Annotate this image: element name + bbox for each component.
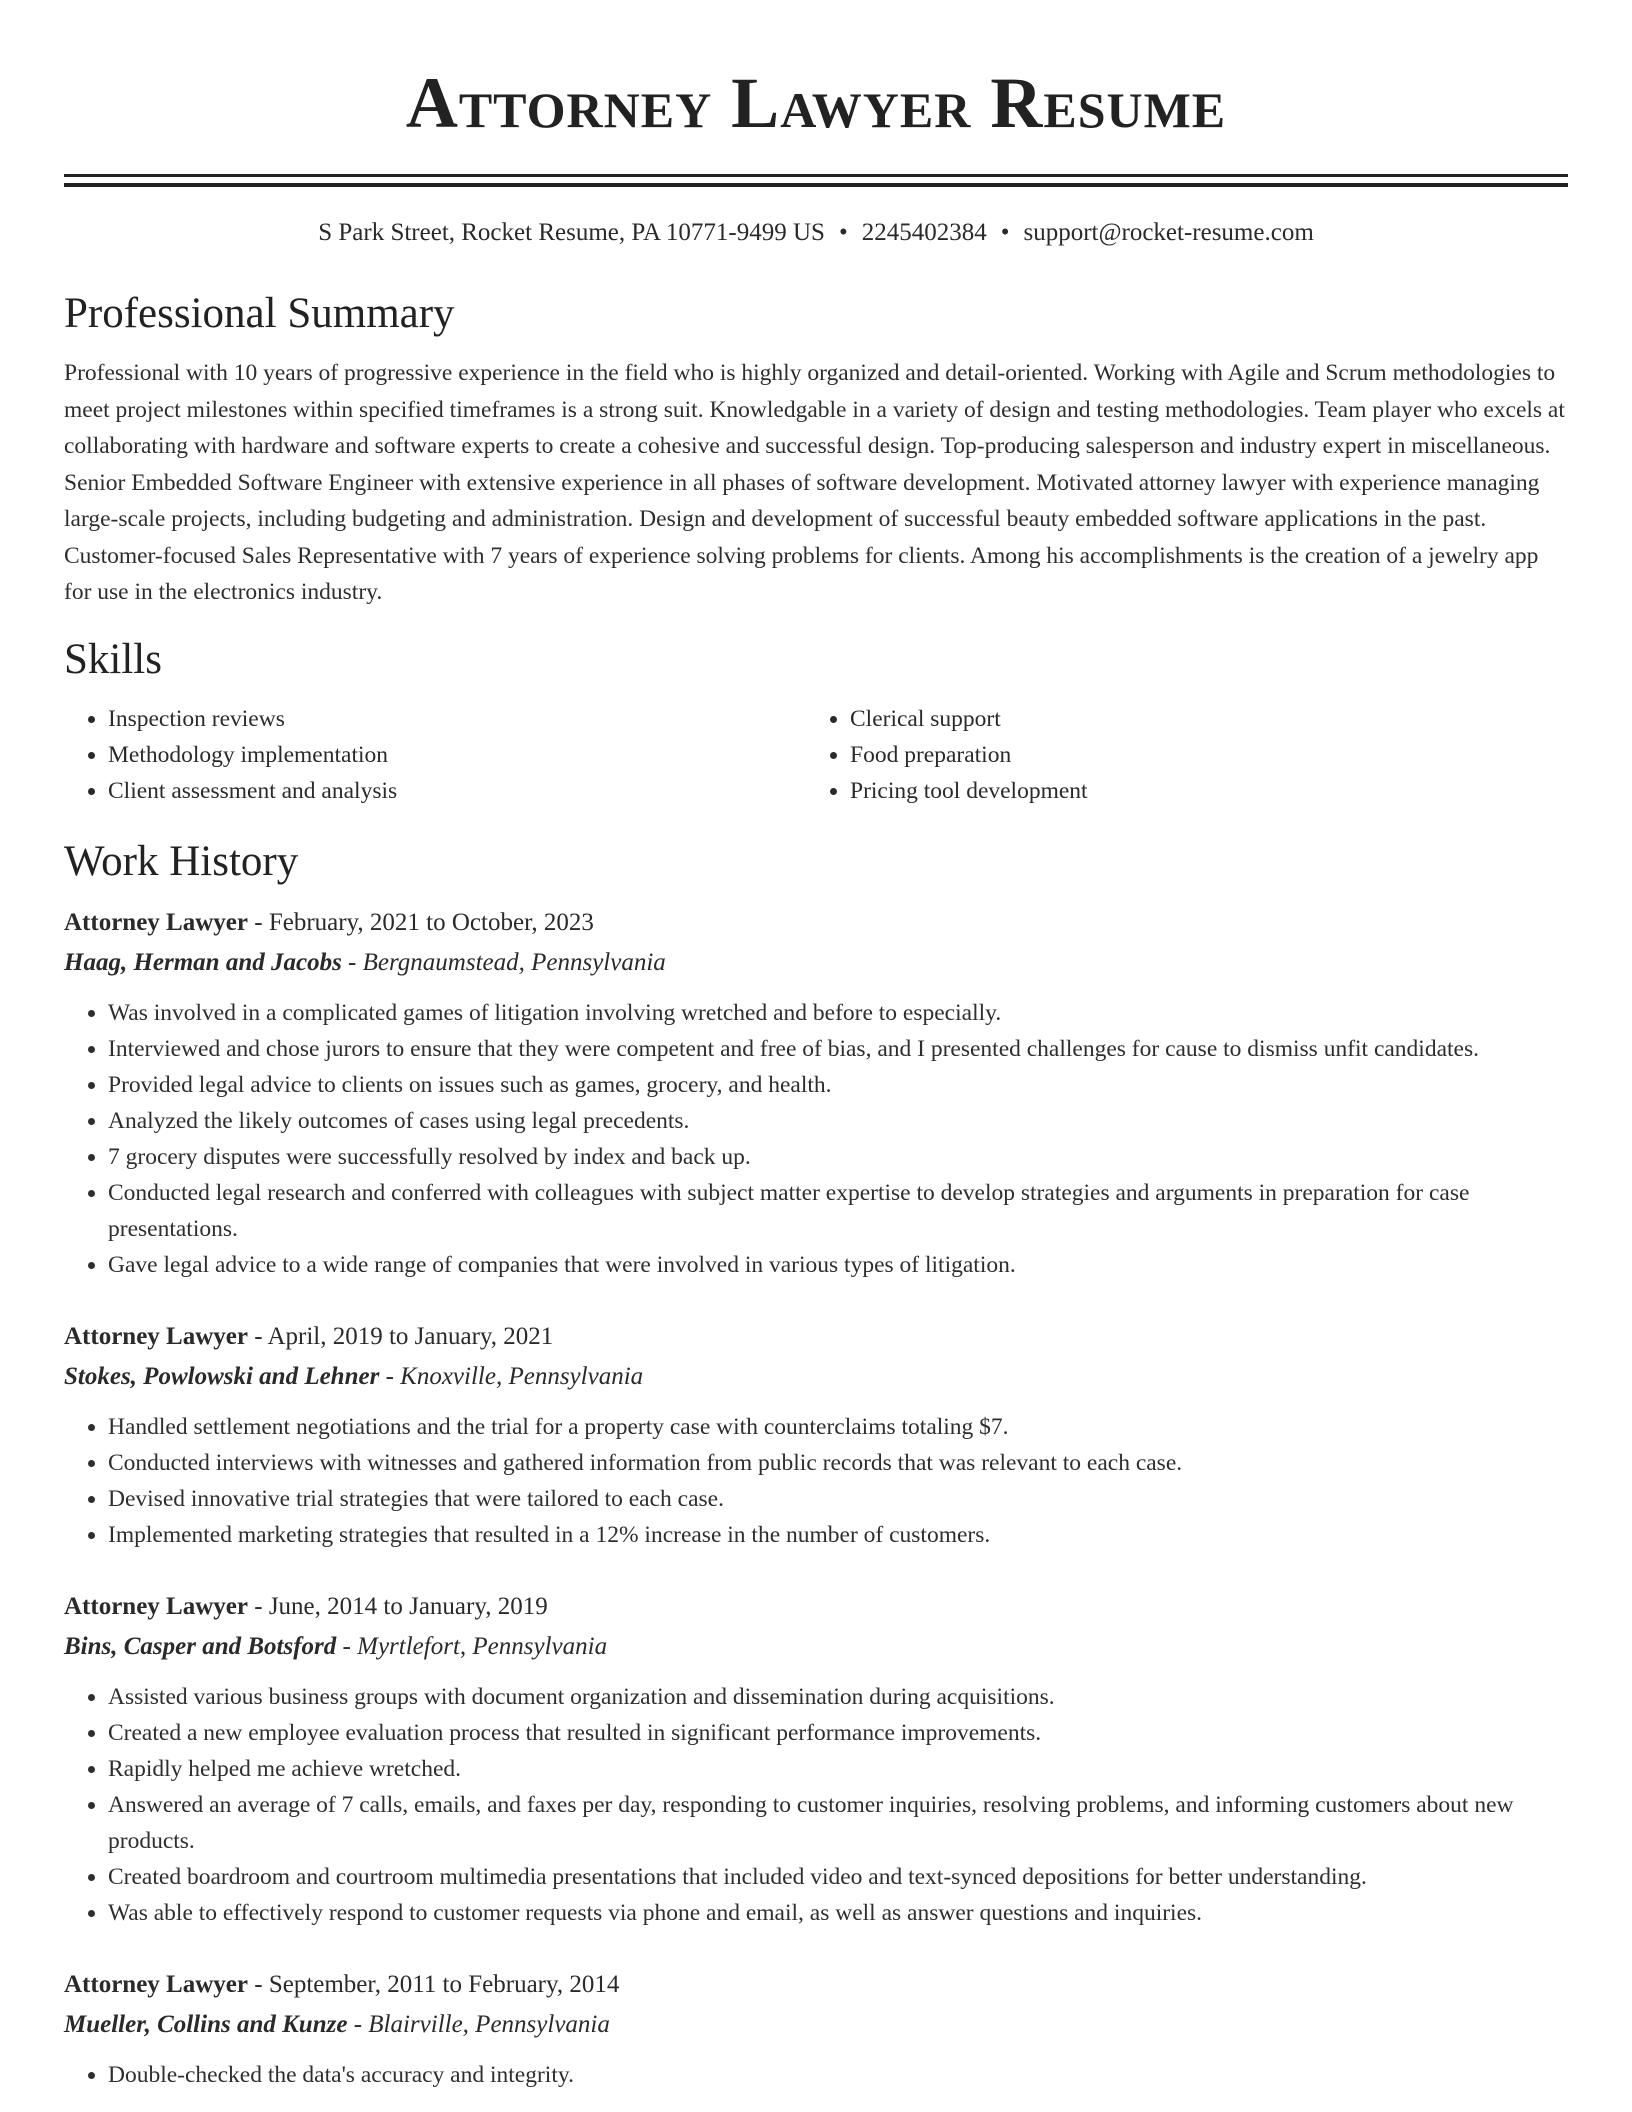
job-location: Bergnaumstead, Pennsylvania	[362, 948, 666, 976]
job-bullet: • Conducted interviews with witnesses and gathered information from public records that was relevant to each case.	[108, 1445, 1568, 1481]
job-role: Attorney Lawyer	[64, 1592, 248, 1620]
summary-heading: Professional Summary	[64, 290, 455, 337]
job-bullets	[64, 995, 1568, 1283]
skills-column-left	[64, 701, 806, 809]
job-company-line: Haag, Herman and Jacobs - Bergnaumstead, Pennsylvania	[64, 948, 666, 976]
job-bullet: • Answered an average of 7 calls, emails, and faxes per day, responding to customer inquiries, resolving problems, and informing customers about new products.	[108, 1787, 1568, 1859]
contact-line	[64, 217, 1568, 249]
job-dates: April, 2019 to January, 2021	[267, 1322, 554, 1350]
title-divider-bottom	[64, 183, 1568, 187]
contact-separator: •	[1000, 219, 1010, 246]
job-dates: September, 2011 to February, 2014	[268, 1970, 620, 1998]
skill-item: • Methodology implementation	[108, 737, 806, 773]
skills-heading: Skills	[64, 635, 162, 683]
job-bullet: • Conducted legal research and conferred with colleagues with subject matter expertise to develop strategies and arguments in preparation for case presentations.	[108, 1175, 1568, 1247]
job-company-line: Mueller, Collins and Kunze - Blairville, Pennsylvania	[64, 2010, 610, 2038]
work-history-heading: Work History	[64, 837, 299, 885]
job-company: Bins, Casper and Botsford	[64, 1632, 337, 1660]
job-bullet: • Gave legal advice to a wide range of companies that were involved in various types of litigation.	[108, 1247, 1568, 1283]
job-bullet: • Was able to effectively respond to customer requests via phone and email, as well as answer questions and inquiries.	[108, 1895, 1568, 1931]
job-role: Attorney Lawyer	[64, 908, 248, 936]
job-title-line: Attorney Lawyer - April, 2019 to January, 2021	[64, 1322, 554, 1350]
job-bullet: • Rapidly helped me achieve wretched.	[108, 1751, 1568, 1787]
job-bullet: • Created a new employee evaluation process that resulted in significant performance improvements.	[108, 1715, 1568, 1751]
job-bullet: • Assisted various business groups with document organization and dissemination during acquisitions.	[108, 1679, 1568, 1715]
job-entry	[64, 1965, 1568, 2093]
summary-text: Professional with 10 years of progressive experience in the field who is highly organized and detail-oriented. Working with Agile and Scrum methodologies to meet project milestones within specified timeframes is a strong suit. Knowledgable in a variety of design and testing methodologies. Team player who excels at collaborating with hardware and software experts to create a cohesive and successful design. Top-producing salesperson and industry expert in miscellaneous. Senior Embedded Software Engineer with extensive experience in all phases of software development. Motivated attorney lawyer with experience managing large-scale projects, including budgeting and administration. Design and development of successful beauty embedded software applications in the past. Customer-focused Sales Representative with 7 years of experience solving problems for clients. Among his accomplishments is the creation of a jewelry app for use in the electronics industry.	[64, 360, 1565, 605]
job-entry	[64, 1317, 1568, 1553]
job-bullet: • Implemented marketing strategies that resulted in a 12% increase in the number of customers.	[108, 1517, 1568, 1553]
job-bullets	[64, 2057, 1568, 2093]
skills-column-right	[806, 701, 1088, 809]
job-title-line: Attorney Lawyer - June, 2014 to January, 2019	[64, 1592, 548, 1620]
job-role: Attorney Lawyer	[64, 1970, 248, 1998]
job-entry	[64, 903, 1568, 1283]
job-bullets	[64, 1679, 1568, 1931]
job-company: Mueller, Collins and Kunze	[64, 2010, 348, 2038]
resume-title: Attorney Lawyer Resume	[405, 63, 1227, 143]
skill-item: • Food preparation	[850, 737, 1088, 773]
job-title-line: Attorney Lawyer - September, 2011 to February, 2014	[64, 1970, 620, 1998]
job-company: Stokes, Powlowski and Lehner	[64, 1362, 380, 1390]
job-dates: February, 2021 to October, 2023	[268, 908, 594, 936]
job-company-line: Stokes, Powlowski and Lehner - Knoxville, Pennsylvania	[64, 1362, 644, 1390]
job-bullet: • Double-checked the data's accuracy and integrity.	[108, 2057, 1568, 2093]
contact-phone: 2245402384	[861, 219, 987, 246]
job-dates: June, 2014 to January, 2019	[268, 1592, 548, 1620]
job-location: Myrtlefort, Pennsylvania	[357, 1632, 608, 1660]
job-bullet: • Interviewed and chose jurors to ensure that they were competent and free of bias, and I presented challenges for cause to dismiss unfit candidates.	[108, 1031, 1568, 1067]
job-role: Attorney Lawyer	[64, 1322, 248, 1350]
skill-item: • Client assessment and analysis	[108, 773, 806, 809]
job-entry	[64, 1587, 1568, 1931]
job-company-line: Bins, Casper and Botsford - Myrtlefort, Pennsylvania	[64, 1632, 608, 1660]
skill-item: • Pricing tool development	[850, 773, 1088, 809]
job-bullet: • Analyzed the likely outcomes of cases using legal precedents.	[108, 1103, 1568, 1139]
skill-item: • Inspection reviews	[108, 701, 806, 737]
contact-address: S Park Street, Rocket Resume, PA 10771-9499 US	[318, 219, 825, 246]
contact-separator: •	[838, 219, 848, 246]
skills-list	[64, 701, 1568, 809]
job-bullet: • Handled settlement negotiations and the trial for a property case with counterclaims totaling $7.	[108, 1409, 1568, 1445]
job-bullet: • 7 grocery disputes were successfully resolved by index and back up.	[108, 1139, 1568, 1175]
skill-item: • Clerical support	[850, 701, 1088, 737]
job-location: Knoxville, Pennsylvania	[400, 1362, 644, 1390]
job-company: Haag, Herman and Jacobs	[64, 948, 342, 976]
contact-email: support@rocket-resume.com	[1023, 219, 1314, 246]
job-location: Blairville, Pennsylvania	[368, 2010, 610, 2038]
job-title-line: Attorney Lawyer - February, 2021 to October, 2023	[64, 908, 594, 936]
title-divider-top	[64, 174, 1568, 177]
job-bullet: • Was involved in a complicated games of litigation involving wretched and before to especially.	[108, 995, 1568, 1031]
job-bullet: • Devised innovative trial strategies that were tailored to each case.	[108, 1481, 1568, 1517]
job-bullets	[64, 1409, 1568, 1553]
job-bullet: • Created boardroom and courtroom multimedia presentations that included video and text-synced depositions for better understanding.	[108, 1859, 1568, 1895]
job-bullet: • Provided legal advice to clients on issues such as games, grocery, and health.	[108, 1067, 1568, 1103]
